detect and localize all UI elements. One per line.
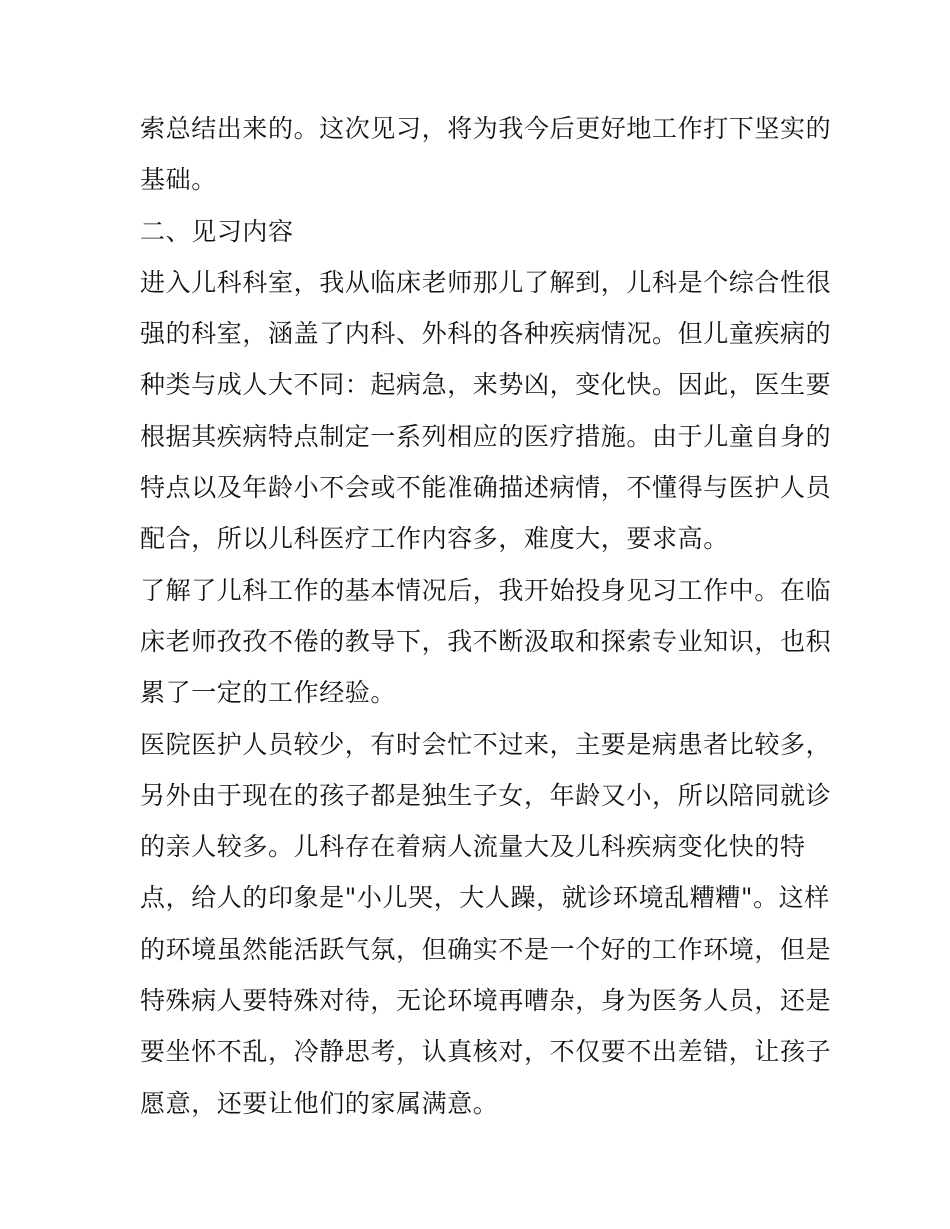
text-line: 进入儿科科室，我从临床老师那儿了解到，儿科是个综合性很: [140, 267, 832, 297]
text-line: 配合，所以儿科医疗工作内容多，难度大，要求高。: [140, 524, 729, 554]
text-line: 愿意，还要让他们的家属满意。: [140, 1088, 499, 1118]
text-line: 基础。: [140, 165, 217, 195]
body-text: [140, 103, 832, 1129]
text-line: 医院医护人员较少，有时会忙不过来，主要是病患者比较多，: [140, 729, 832, 759]
text-line: 床老师孜孜不倦的教导下，我不断汲取和探索专业知识，也积: [140, 626, 832, 656]
text-line: 的环境虽然能活跃气氛，但确实不是一个好的工作环境，但是: [140, 934, 832, 964]
text-line: 强的科室，涵盖了内科、外科的各种疾病情况。但儿童疾病的: [140, 319, 832, 349]
text-line: 的亲人较多。儿科存在着病人流量大及儿科疾病变化快的特: [140, 832, 806, 862]
text-line: 累了一定的工作经验。: [140, 678, 397, 708]
text-line: 特点以及年龄小不会或不能准确描述病情，不懂得与医护人员: [140, 473, 832, 503]
text-line: 根据其疾病特点制定一系列相应的医疗措施。由于儿童自身的: [140, 421, 832, 451]
text-line: 特殊病人要特殊对待，无论环境再嘈杂，身为医务人员，还是: [140, 986, 832, 1016]
section-heading: 二、见习内容: [140, 216, 294, 246]
text-line: 了解了儿科工作的基本情况后，我开始投身见习工作中。在临: [140, 575, 832, 605]
text-line: 索总结出来的。这次见习，将为我今后更好地工作打下坚实的: [140, 114, 832, 143]
text-line: 点，给人的印象是"小儿哭，大人躁，就诊环境乱糟糟"。这样: [140, 883, 830, 913]
text-line: 另外由于现在的孩子都是独生子女，年龄又小，所以陪同就诊: [140, 780, 832, 810]
text-line: 种类与成人大不同：起病急，来势凶，变化快。因此，医生要: [140, 370, 832, 400]
text-line: 要坐怀不乱，冷静思考，认真核对，不仅要不出差错，让孩子: [140, 1037, 832, 1067]
